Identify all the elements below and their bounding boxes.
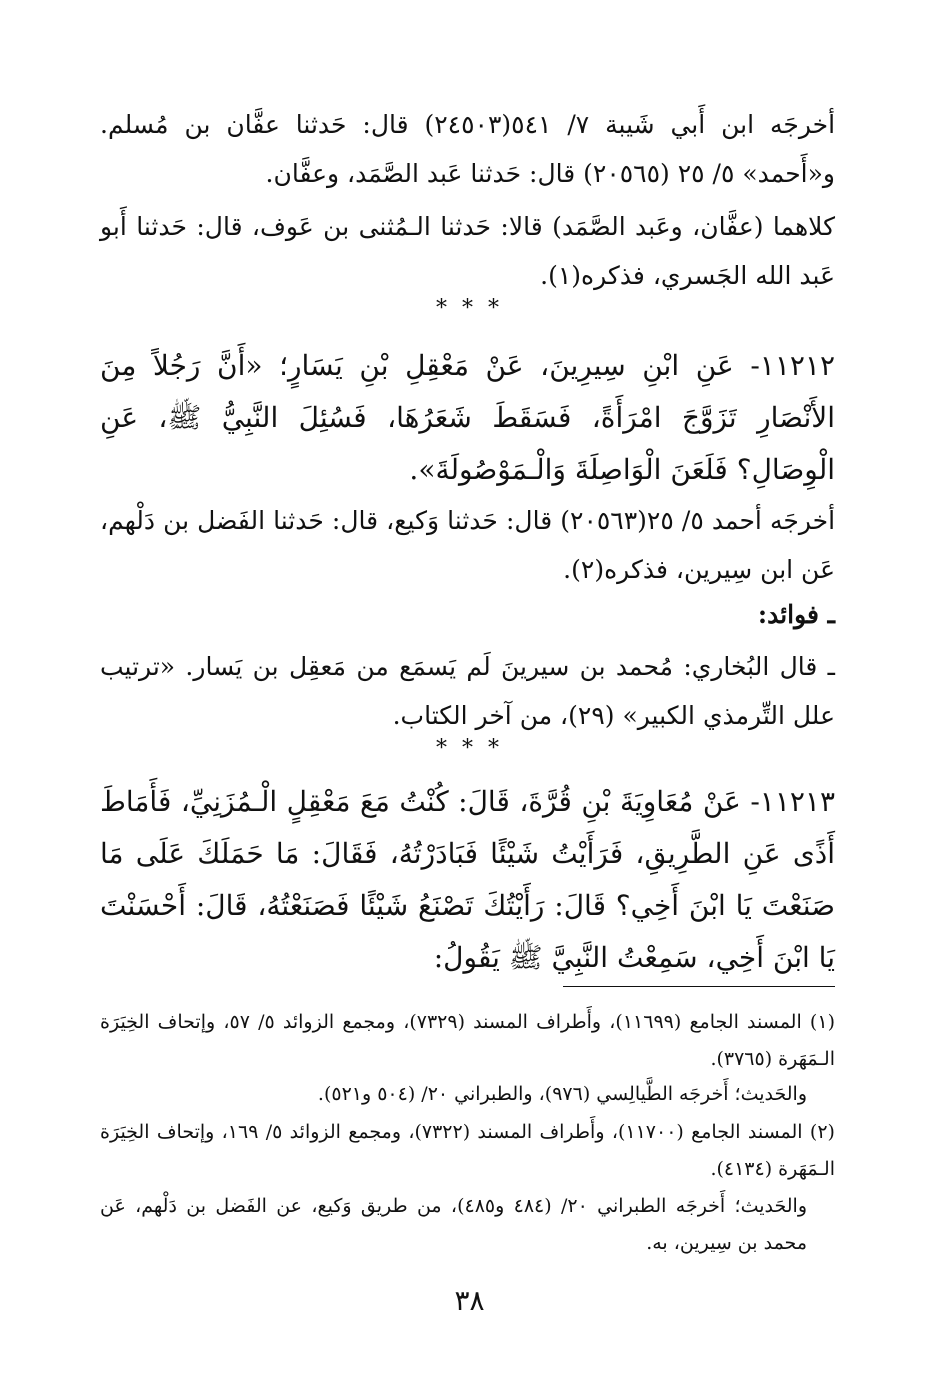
takhrij-paragraph-2: كلاهما (عفَّان، وعَبد الصَّمَد) قالا: حَدثنا الـمُثنى بن عَوف، قال: حَدثنا أَبو عَبد الله الجَسري، فذكره(١). xyxy=(100,212,835,290)
footnote-1-continued: والحَديث؛ أَخرجَه الطَّيالِسي (٩٧٦)، والطبراني ٢٠/ (٥٠٤ و٥٢١). xyxy=(317,1083,807,1105)
footnote-2-continued: والحَديث؛ أَخرجَه الطبراني ٢٠/ (٤٨٤ و٤٨٥)، من طريق وَكيع، عن الفَضل بن دَلْهم، عَن محمد بن سِيرين، به. xyxy=(100,1195,808,1254)
section-separator: * * * xyxy=(436,296,503,321)
takhrij-paragraph-1: أخرجَه ابن أَبي شَيبة ٧/ ٥٤١(٢٤٥٠٣) قال: حَدثنا عفَّان بن مُسلم. و«أَحمد» ٥/ ٢٥ (٢٠٥٦٥) قال: حَدثنا عَبد الصَّمَد، وعفَّان. xyxy=(100,110,836,188)
hadith-11213-text: ١١٢١٣- عَنْ مُعَاوِيَةَ بْنِ قُرَّةَ، قَالَ: كُنْتُ مَعَ مَعْقِلٍ الْـمُزَنِيِّ، فَأَمَاطَ أَذًى عَنِ الطَّرِيقِ، فَرَأَيْتُ شَيْئًا فَبَادَرْتُهُ، فَقَالَ: مَا حَمَلَكَ عَلَى مَا صَنَعْتَ يَا ابْنَ أَخِي؟ قَالَ: رَأَيْتُكَ تَصْنَعُ شَيْئًا فَصَنَعْتُهُ، قَالَ: أَحْسَنْتَ يَا ابْنَ أَخِي، سَمِعْتُ النَّبِيَّ ﷺ يَقُولُ: xyxy=(100,785,835,974)
benefit-text: ـ قال البُخاري: مُحمد بن سيرينَ لَم يَسمَع من مَعقِل بن يَسار. «ترتيب علل التِّرمذي الكبير» (٢٩)، من آخر الكتاب. xyxy=(100,652,835,730)
footnote-divider xyxy=(563,986,835,987)
section-separator: * * * xyxy=(436,736,503,761)
footnote-1: (١) المسند الجامع (١١٦٩٩)، وأَطراف المسند (٧٣٢٩)، ومجمع الزوائد ٥/ ٥٧، وإتحاف الخِيَرَة الـمَهَرة (٣٧٦٥). xyxy=(100,1011,835,1070)
page-number: ٣٨ xyxy=(454,1284,485,1317)
hadith-11212-takhrij: أخرجَه أحمد ٥/ ٢٥(٢٠٥٦٣) قال: حَدثنا وَكيع، قال: حَدثنا الفَضل بن دَلْهم، عَن ابن سِيرين، فذكره(٢). xyxy=(100,506,836,584)
benefits-heading: ـ فوائد: xyxy=(757,600,835,629)
footnote-2: (٢) المسند الجامع (١١٧٠٠)، وأَطراف المسند (٧٣٢٢)، ومجمع الزوائد ٥/ ١٦٩، وإتحاف الخِيَرَة الـمَهَرة (٤١٣٤). xyxy=(100,1121,835,1180)
hadith-11212-text: ١١٢١٢- عَنِ ابْنِ سِيرِينَ، عَنْ مَعْقِلِ بْنِ يَسَارٍ؛ «أَنَّ رَجُلاً مِنَ الأَنْصَارِ تَزَوَّجَ امْرَأَةً، فَسَقَطَ شَعَرُهَا، فَسُئِلَ النَّبِيُّ ﷺ، عَنِ الْوِصَالِ؟ فَلَعَنَ الْوَاصِلَةَ وَالْـمَوْصُولَةَ». xyxy=(100,349,835,486)
